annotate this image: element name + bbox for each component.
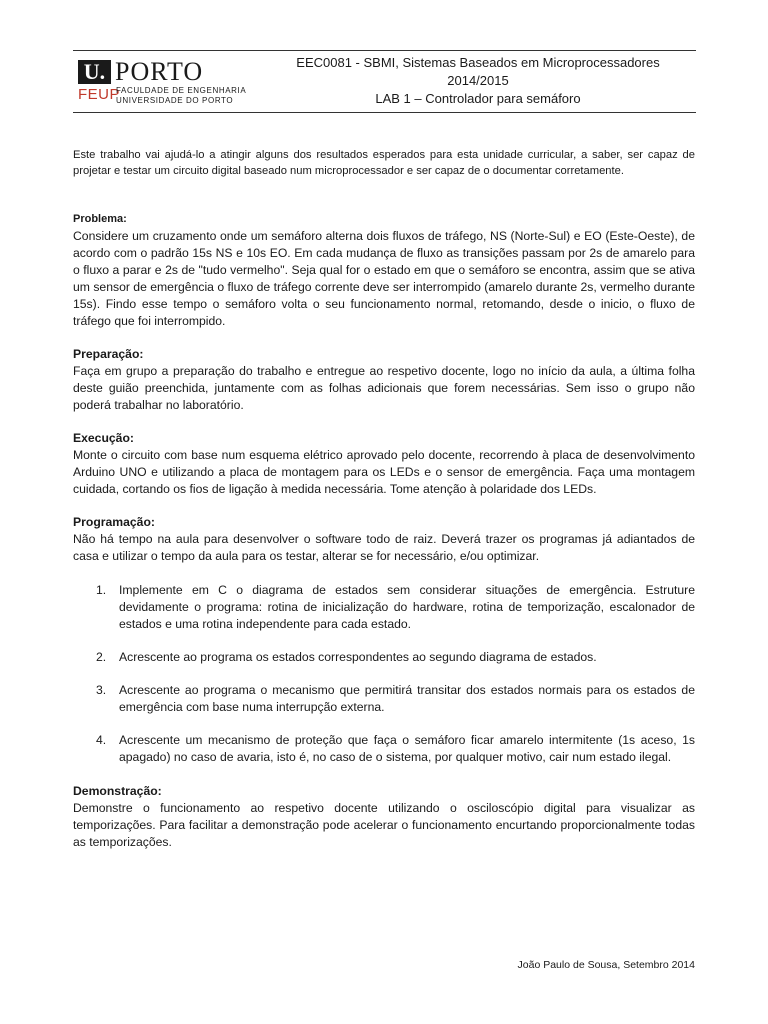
list-item xyxy=(73,682,695,716)
section-execucao xyxy=(73,430,695,498)
course-title: EEC0081 - SBMI, Sistemas Baseados em Microprocessadores xyxy=(296,55,660,70)
section-title: Execução: xyxy=(73,431,134,445)
section-problema xyxy=(73,211,695,330)
section-text: Demonstre o funcionamento ao respetivo docente utilizando o osciloscópio digital para visualizar as temporizações. Para facilitar a demonstração pode acelerar o funcionamento encurtando proporcionalmente todas as temporizações. xyxy=(73,801,695,849)
academic-year: 2014/2015 xyxy=(447,73,509,88)
task-list xyxy=(73,582,695,782)
task-number: 3. xyxy=(96,683,107,697)
task-text: Implemente em C o diagrama de estados sem considerar situações de emergência. Estruture devidamente o programa: rotina de inicialização do hardware, rotina de temporização, escalonador de estados e uma rotina independente para cada estado. xyxy=(119,583,695,631)
section-text: Não há tempo na aula para desenvolver o software todo de raiz. Deverá trazer os programas já adiantados de casa e utilizar o tempo da aula para os testar, alterar se for necessário, e/ou optimizar. xyxy=(73,532,695,563)
task-text: Acrescente ao programa o mecanismo que permitirá transitar dos estados normais para os estados de emergência com base numa interrupção externa. xyxy=(119,683,695,714)
intro-paragraph: Este trabalho vai ajudá-lo a atingir alguns dos resultados esperados para esta unidade curricular, a saber, ser capaz de projetar e testar um circuito digital baseado num microprocessador e ser capaz de o documentar corretamente. xyxy=(73,149,695,177)
task-number: 2. xyxy=(96,650,107,664)
task-text: Acrescente ao programa os estados correspondentes ao segundo diagrama de estados. xyxy=(119,650,597,664)
task-text: Acrescente um mecanismo de proteção que faça o semáforo ficar amarelo intermitente (1s aceso, 1s apagado) no caso de avaria, isto é, no caso de o sistema, por qualquer motivo, cair num estado ilegal. xyxy=(119,733,695,764)
header-bottom-rule xyxy=(73,112,696,113)
section-text: Faça em grupo a preparação do trabalho e entregue ao respetivo docente, logo no início da aula, a última folha deste guião preenchida, juntamente com as folhas adicionais que forem necessárias. Sem isso o grupo não poderá trabalhar no laboratório. xyxy=(73,364,695,412)
section-programacao xyxy=(73,514,695,565)
list-item xyxy=(73,732,695,766)
section-text: Monte o circuito com base num esquema elétrico aprovado pelo docente, recorrendo à placa de desenvolvimento Arduino UNO e utilizando a placa de montagem para os LEDs e o sensor de emergência. Faça uma montagem cuidada, cortando os fios de ligação à medida necessária. Tome atenção à polaridade dos LEDs. xyxy=(73,448,695,496)
uporto-feup-logo xyxy=(78,57,258,109)
task-number: 1. xyxy=(96,583,107,597)
section-title: Programação: xyxy=(73,515,155,529)
header-info xyxy=(268,54,688,108)
section-preparacao xyxy=(73,346,695,414)
header-top-rule xyxy=(73,50,696,51)
logo-u-mark: U. xyxy=(78,60,111,84)
list-item xyxy=(73,649,695,666)
task-number: 4. xyxy=(96,733,107,747)
section-title: Preparação: xyxy=(73,347,144,361)
logo-porto: PORTO xyxy=(115,57,204,86)
section-text: Considere um cruzamento onde um semáforo alterna dois fluxos de tráfego, NS (Norte-Sul) e EO (Este-Oeste), de acordo com o padrão 15s NS e 10s EO. Em cada mudança de fluxo as transições passam por 2s de amarelo para o fluxo a parar e 2s de "tudo vermelho". Seja qual for o estado em que o semáforo se encontra, assim que se ativa um sensor de emergência o fluxo de tráfego corrente deve ser interrompido (amarelo durante 2s, vermelho durante 15s). Findo esse tempo o semáforo volta o seu funcionamento normal, retomando, desde o inicio, o fluxo de tráfego que foi interrompido. xyxy=(73,229,695,328)
section-demonstracao xyxy=(73,783,695,851)
logo-university: UNIVERSIDADE DO PORTO xyxy=(116,96,234,105)
footer-author: João Paulo de Sousa, Setembro 2014 xyxy=(517,959,695,971)
list-item xyxy=(73,582,695,633)
logo-faculty: FACULDADE DE ENGENHARIA xyxy=(116,86,247,95)
section-title: Problema: xyxy=(73,213,127,225)
lab-title: LAB 1 – Controlador para semáforo xyxy=(375,91,581,106)
logo-feup: FEUP xyxy=(78,86,121,103)
section-title: Demonstração: xyxy=(73,784,162,798)
